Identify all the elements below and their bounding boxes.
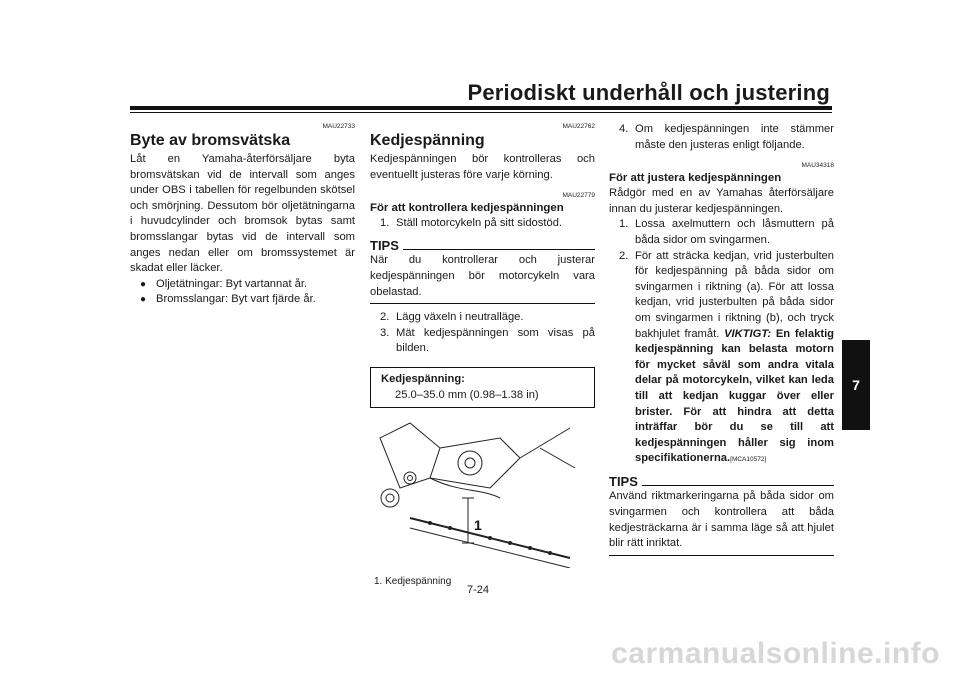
section-code: MAU22779 [562, 192, 595, 200]
warning-code: [MCA10572] [730, 456, 767, 464]
step-number: 2. [380, 311, 390, 324]
step-item [609, 249, 834, 468]
column-brake-fluid [130, 122, 355, 308]
tips-text: När du kontrollerar och justerar kedjespänningen bör motorcykeln vara obelastad. [370, 254, 595, 298]
step-item [370, 326, 595, 357]
tips-rule [370, 303, 595, 304]
section-title: Kedjespänning [370, 132, 485, 149]
step-text: Lägg växeln i neutralläge. [396, 311, 524, 324]
section-paragraph: Låt en Yamaha-återförsäljare byta bromsvätskan vid de intervall som anges under OBS i tabellen för regelbunden skötsel och smörjning. Dessutom bör oljetätningarna i huvudcylinder och bromsok bytas samt bromsslangar bytas vid de intervall som anges nedan eller om bromssystemet är skadat eller läcker. [130, 153, 355, 275]
subsection-title: För att kontrollera kedjespänningen [370, 202, 564, 215]
footer-watermark [0, 629, 960, 679]
tips-heading [609, 474, 834, 490]
step-text: Ställ motorcykeln på sitt sidostöd. [396, 217, 563, 230]
step-text-main: För att sträcka kedjan, vrid justerbulten för kedjespänning på båda sidor om svingarmen i riktning (a). För att lossa kedjan, vrid justerbulten på båda sidor om svingarmen i riktning (b), och tryck bakhjulet framåt. [635, 249, 834, 340]
watermark-text: carmanualsonline.info [611, 637, 940, 670]
tips-label: TIPS [370, 237, 399, 253]
step-number: 1. [380, 217, 390, 230]
section-code: MAU34318 [801, 162, 834, 170]
warning-text: En felaktig kedjespänning kan belasta motorn för mycket såväl som andra vitala delar på motorcykeln, vilket kan leda till att kedjan kuggar över eller brister. För att hindra att detta inträffar bör du se till att kedjespänningen håller sig inom specifikationerna. [635, 327, 835, 465]
step-number: 3. [380, 326, 390, 339]
step-text: Lossa axelmuttern och låsmuttern på båda sidor om svingarmen. [635, 218, 834, 246]
step-number: 1. [619, 218, 629, 231]
list-item-text: Oljetätningar: Byt vartannat år. [156, 277, 308, 290]
tips-text: Använd riktmarkeringarna på båda sidor om svingarmen och kontrollera att båda kedjesträckarna är i samma läge så att hjulet blir rätt inriktat. [609, 490, 834, 550]
list-item-text: Bromsslangar: Byt vart fjärde år. [156, 293, 316, 306]
bullet-icon: ● [140, 294, 147, 306]
spec-box [370, 367, 595, 408]
subsection-title: För att justera kedjespänningen [609, 172, 782, 185]
page-header-title: Periodiskt underhåll och justering [467, 80, 830, 105]
warning-label: VIKTIGT: [724, 327, 772, 340]
header-rule-thin [130, 112, 832, 113]
spec-label: Kedjespänning: [381, 372, 465, 385]
chain-slack-illustration [370, 418, 586, 568]
step-text: Mät kedjespänningen som visas på bilden. [396, 326, 595, 355]
tips-heading [370, 238, 595, 254]
column-chain-slack [370, 122, 595, 589]
section-code: MAU22733 [322, 123, 355, 130]
bullet-icon: ● [140, 278, 147, 290]
spec-value: 25.0–35.0 mm (0.98–1.38 in) [395, 388, 539, 401]
figure-caption: 1. Kedjespänning [374, 575, 452, 587]
section-intro: Kedjespänningen bör kontrolleras och eventuellt justeras före varje körning. [370, 153, 595, 181]
chapter-tab: 7 [842, 340, 870, 430]
figure-callout-label: 1 [474, 517, 482, 534]
step-item [370, 310, 595, 326]
step-text [635, 249, 834, 468]
section-intro: Rådgör med en av Yamahas återförsäljare innan du justerar kedjespänningen. [609, 187, 834, 215]
column-adjust-chain [609, 122, 834, 562]
list-item [130, 277, 355, 293]
section-title: Byte av bromsvätska [130, 132, 291, 149]
list-item [130, 292, 355, 308]
header-rule [130, 106, 832, 110]
step-item [370, 216, 595, 232]
page-number: 7-24 [467, 584, 490, 596]
section-code: MAU22762 [562, 123, 595, 130]
step-item [609, 217, 834, 248]
step-number: 2. [619, 249, 629, 262]
step-item [609, 122, 834, 153]
tips-rule [609, 555, 834, 556]
step-text: Om kedjespänningen inte stämmer måste den justeras enligt följande. [635, 123, 834, 151]
step-number: 4. [619, 123, 629, 135]
tips-label: TIPS [609, 473, 638, 489]
